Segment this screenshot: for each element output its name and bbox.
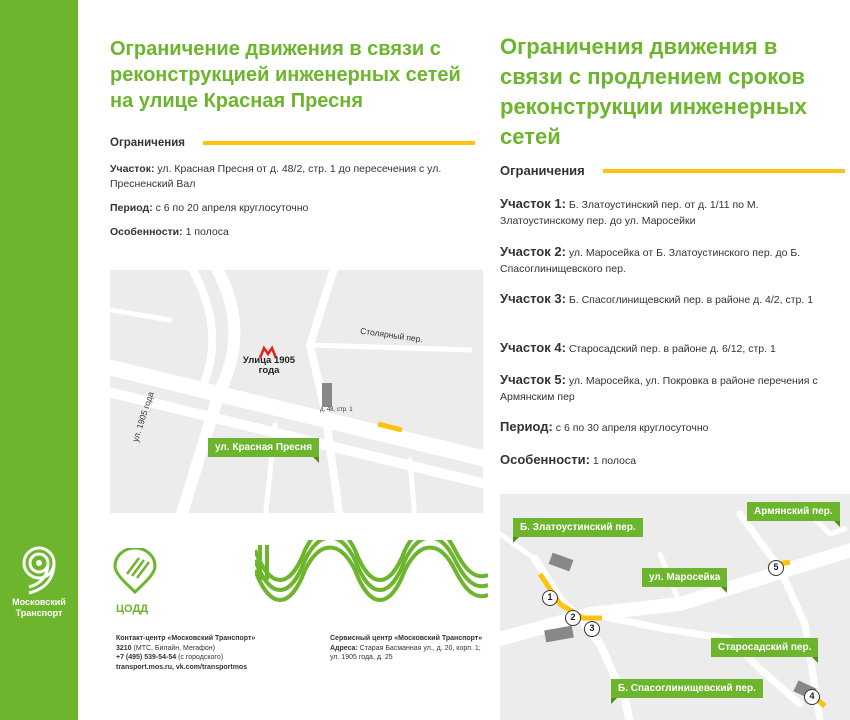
service-center-title: Сервисный центр «Московский Транспорт»	[330, 635, 483, 642]
contact-phone: +7 (495) 539-54-54	[116, 654, 177, 661]
tag-zlatoustinsky: Б. Златоустинский пер.	[513, 518, 643, 537]
building-48	[322, 383, 332, 407]
item-4	[500, 340, 845, 357]
item-label: Участок 2:	[500, 244, 566, 259]
section-divider	[203, 141, 475, 145]
section-label: Участок:	[110, 163, 155, 175]
contact-operators: (МТС, Билайн, Мегафон)	[133, 644, 216, 652]
item-label: Участок 3:	[500, 291, 566, 306]
segment-marker-1: 1	[542, 590, 558, 606]
item-label: Участок 4:	[500, 340, 566, 355]
contact-center-title: Контакт-центр «Московский Транспорт»	[116, 635, 256, 642]
item-text: Б. Златоустинский пер. от д. 1/11 по М. Златоустинскому пер. до ул. Маросейки	[500, 199, 759, 227]
tag-maroseyka: ул. Маросейка	[642, 568, 727, 587]
contact-phone-note: (с городского)	[178, 654, 224, 661]
service-center-addresses: Старая Басманная ул., д. 20, корп. 1; ул. 1905 года, д. 25	[330, 644, 481, 661]
right-section-label: Ограничения	[500, 163, 585, 178]
period-value: с 6 по 30 апреля круглосуточно	[555, 422, 709, 434]
right-panel	[488, 0, 850, 720]
codd-pin-icon	[110, 548, 160, 596]
moscow-transport-logo	[0, 545, 78, 619]
segment-marker-2: 2	[565, 610, 581, 626]
tag-starosadsky: Старосадский пер.	[711, 638, 818, 657]
item-text: Старосадский пер. в районе д. 6/12, стр. 1	[568, 343, 776, 355]
item-text: ул. Маросейка от Б. Златоустинского пер. до Б. Спасоглинищевского пер.	[500, 247, 801, 275]
building-label: д. 48, стр. 1	[320, 407, 353, 413]
left-section-info	[110, 162, 470, 192]
ul1905-label: ул. 1905 года	[130, 390, 156, 444]
item-label: Участок 5:	[500, 372, 566, 387]
features-label: Особенности:	[500, 452, 590, 467]
item-5	[500, 372, 845, 405]
contact-short-number: 3210	[116, 644, 132, 652]
brand-sidebar	[0, 0, 78, 720]
left-section-heading	[110, 137, 475, 149]
codd-text: ЦОДД	[116, 603, 149, 615]
features-value: 1 полоса	[185, 226, 229, 238]
item-text: Б. Спасоглинищевский пер. в районе д. 4/2, стр. 1	[568, 294, 814, 306]
tag-spasoglinishchevsky: Б. Спасоглинищевский пер.	[611, 679, 763, 698]
segment-marker-3: 3	[584, 621, 600, 637]
item-2	[500, 244, 845, 277]
tag-krasnaya-presnya: ул. Красная Пресня	[208, 438, 319, 457]
contact-links[interactable]: transport.mos.ru, vk.com/transportmos	[116, 663, 248, 671]
left-features-info	[110, 225, 470, 240]
segment-marker-5: 5	[768, 560, 784, 576]
contact-center	[116, 634, 281, 672]
section-value: ул. Красная Пресня от д. 48/2, стр. 1 до пересечения с ул. Пресненский Вал	[110, 163, 442, 190]
item-1	[500, 196, 845, 229]
stolyarny-label: Столярный пер.	[359, 325, 424, 345]
map-maroseyka[interactable]	[500, 494, 850, 720]
segment-marker-4: 4	[804, 689, 820, 705]
period-value: с 6 по 20 апреля круглосуточно	[155, 202, 309, 214]
right-title: Ограничения движения в связи с продлением сроков реконструкции инженерных сетей	[500, 34, 807, 149]
map-krasnaya-presnya[interactable]	[110, 270, 483, 513]
features-value: 1 полоса	[592, 455, 637, 467]
period-label: Период:	[500, 419, 553, 434]
right-features-info	[500, 452, 845, 469]
right-period-info	[500, 419, 845, 436]
left-panel	[78, 0, 488, 720]
map1-roads	[110, 270, 483, 513]
left-title: Ограничение движения в связи с реконструкцией инженерных сетей на улице Красная Пресня	[110, 38, 461, 112]
left-period-info	[110, 201, 470, 216]
right-section-heading	[500, 163, 845, 178]
left-section-label: Ограничения	[110, 137, 185, 149]
tag-armyansky: Армянский пер.	[747, 502, 840, 521]
moscow-transport-9-icon	[17, 545, 61, 595]
decorative-wave-pattern	[255, 540, 488, 615]
item-3	[500, 291, 845, 308]
service-center-label: Адреса:	[330, 644, 358, 652]
period-label: Период:	[110, 202, 153, 214]
section-divider	[603, 169, 845, 173]
features-label: Особенности:	[110, 226, 183, 238]
metro-station-label: Улица 1905 года	[242, 355, 296, 376]
codd-logo	[110, 548, 230, 615]
item-label: Участок 1:	[500, 196, 566, 211]
item-text: ул. Маросейка, ул. Покровка в районе перечения с Армянским пер	[500, 375, 818, 403]
moscow-transport-logo-text: Московский Транспорт	[12, 597, 66, 618]
service-center	[330, 634, 488, 663]
